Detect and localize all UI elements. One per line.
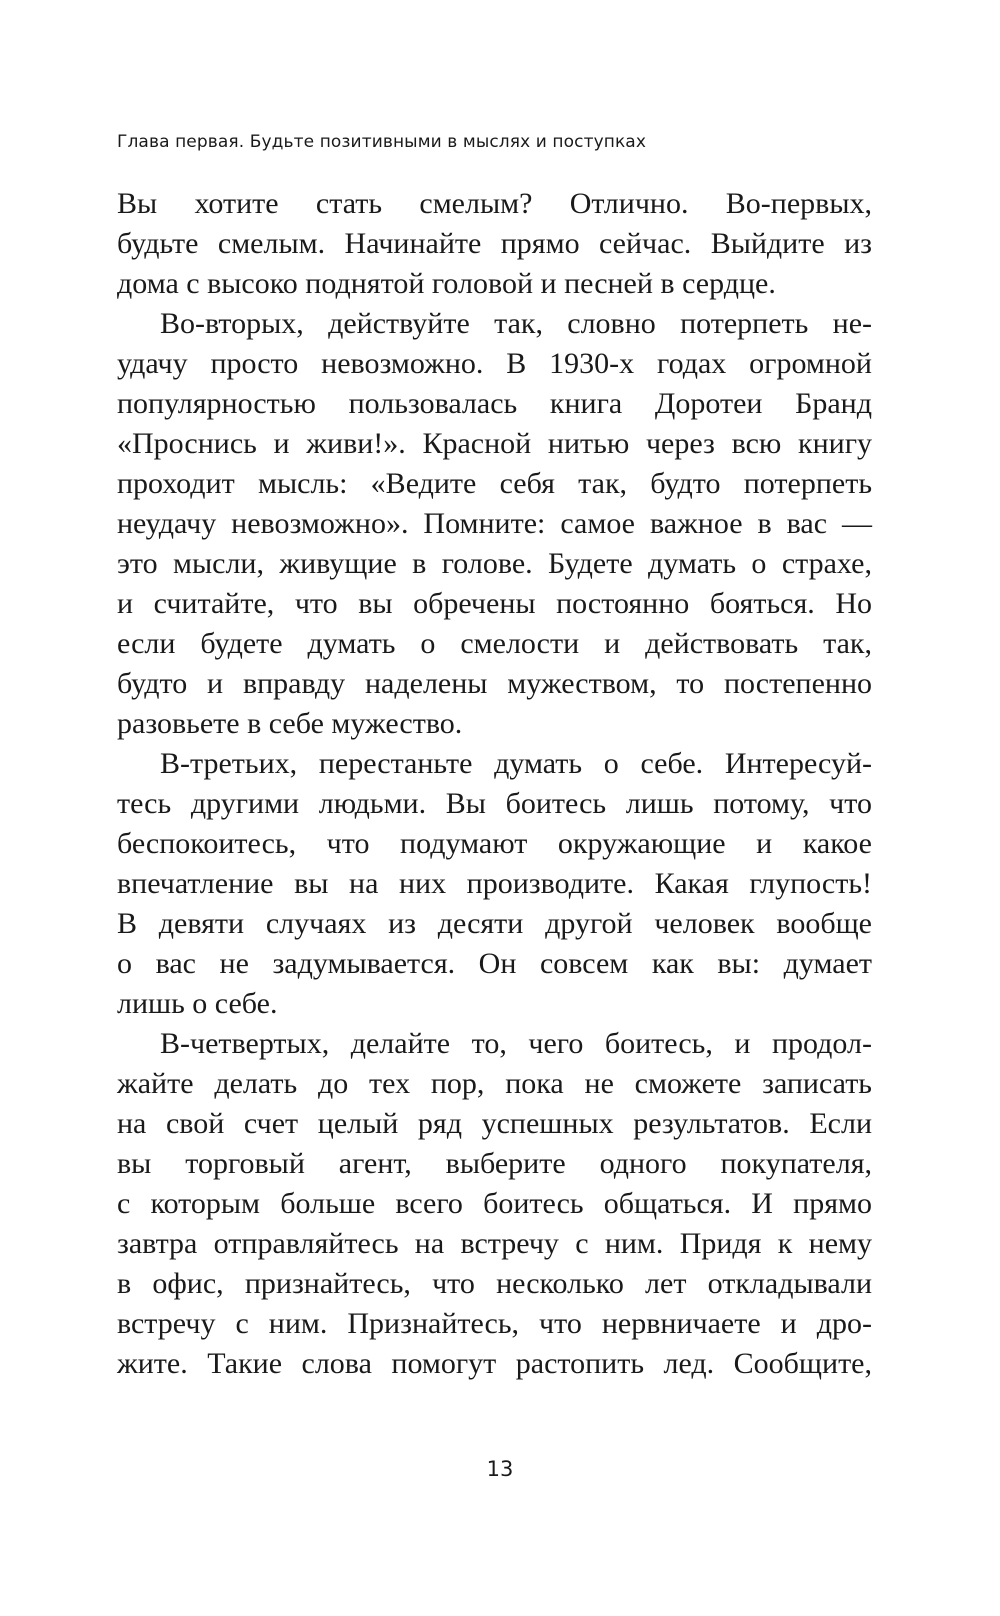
text-line: В-третьих, перестаньте думать о себе. Интересуй- — [160, 747, 872, 780]
text-line: с которым больше всего боитесь общаться. И прямо — [117, 1187, 872, 1220]
page-number: 13 — [486, 1457, 514, 1481]
text-line: удачу просто невозможно. В 1930-х годах огромной — [117, 347, 872, 380]
text-line: будьте смелым. Начинайте прямо сейчас. Выйдите из — [117, 227, 872, 260]
text-line: лишь о себе. — [117, 987, 278, 1020]
text-line: встречу с ним. Признайтесь, что нервничаете и дро- — [117, 1307, 872, 1340]
text-line: это мысли, живущие в голове. Будете думать о страхе, — [117, 547, 872, 580]
text-line: на свой счет целый ряд успешных результатов. Если — [117, 1107, 872, 1140]
text-line: впечатление вы на них производите. Какая глупость! — [117, 867, 872, 900]
text-line: неудачу невозможно». Помните: самое важное в вас — — [117, 507, 872, 540]
text-line: разовьете в себе мужество. — [117, 707, 463, 740]
body-text — [117, 184, 872, 1384]
running-head: Глава первая. Будьте позитивными в мыслях и поступках — [117, 132, 646, 152]
text-line: жите. Такие слова помогут растопить лед. Сообщите, — [117, 1347, 872, 1380]
text-line: популярностью пользовалась книга Доротеи Бранд — [117, 387, 872, 420]
text-line: завтра отправляйтесь на встречу с ним. Придя к нему — [117, 1227, 872, 1260]
text-line: вы торговый агент, выберите одного покупателя, — [117, 1147, 872, 1180]
text-line: дома с высоко поднятой головой и песней в сердце. — [117, 267, 776, 300]
text-line: В девяти случаях из десяти другой человек вообще — [117, 907, 872, 940]
text-line: В-четвертых, делайте то, чего боитесь, и продол- — [160, 1027, 872, 1060]
text-line: Вы хотите стать смелым? Отлично. Во-первых, — [117, 187, 872, 220]
text-line: тесь другими людьми. Вы боитесь лишь потому, что — [117, 787, 872, 820]
text-line: беспокоитесь, что подумают окружающие и какое — [117, 827, 872, 860]
text-line: Во-вторых, действуйте так, словно потерпеть не- — [160, 307, 872, 340]
text-line: «Проснись и живи!». Красной нитью через всю книгу — [117, 427, 872, 460]
text-line: о вас не задумывается. Он совсем как вы: думает — [117, 947, 872, 980]
text-line: будто и вправду наделены мужеством, то постепенно — [117, 667, 872, 700]
text-line: жайте делать до тех пор, пока не сможете записать — [117, 1067, 872, 1100]
text-line: проходит мысль: «Ведите себя так, будто потерпеть — [117, 467, 872, 500]
text-line: в офис, признайтесь, что несколько лет откладывали — [117, 1267, 872, 1300]
text-line: и считайте, что вы обречены постоянно бояться. Но — [117, 587, 872, 620]
text-line: если будете думать о смелости и действовать так, — [117, 627, 872, 660]
